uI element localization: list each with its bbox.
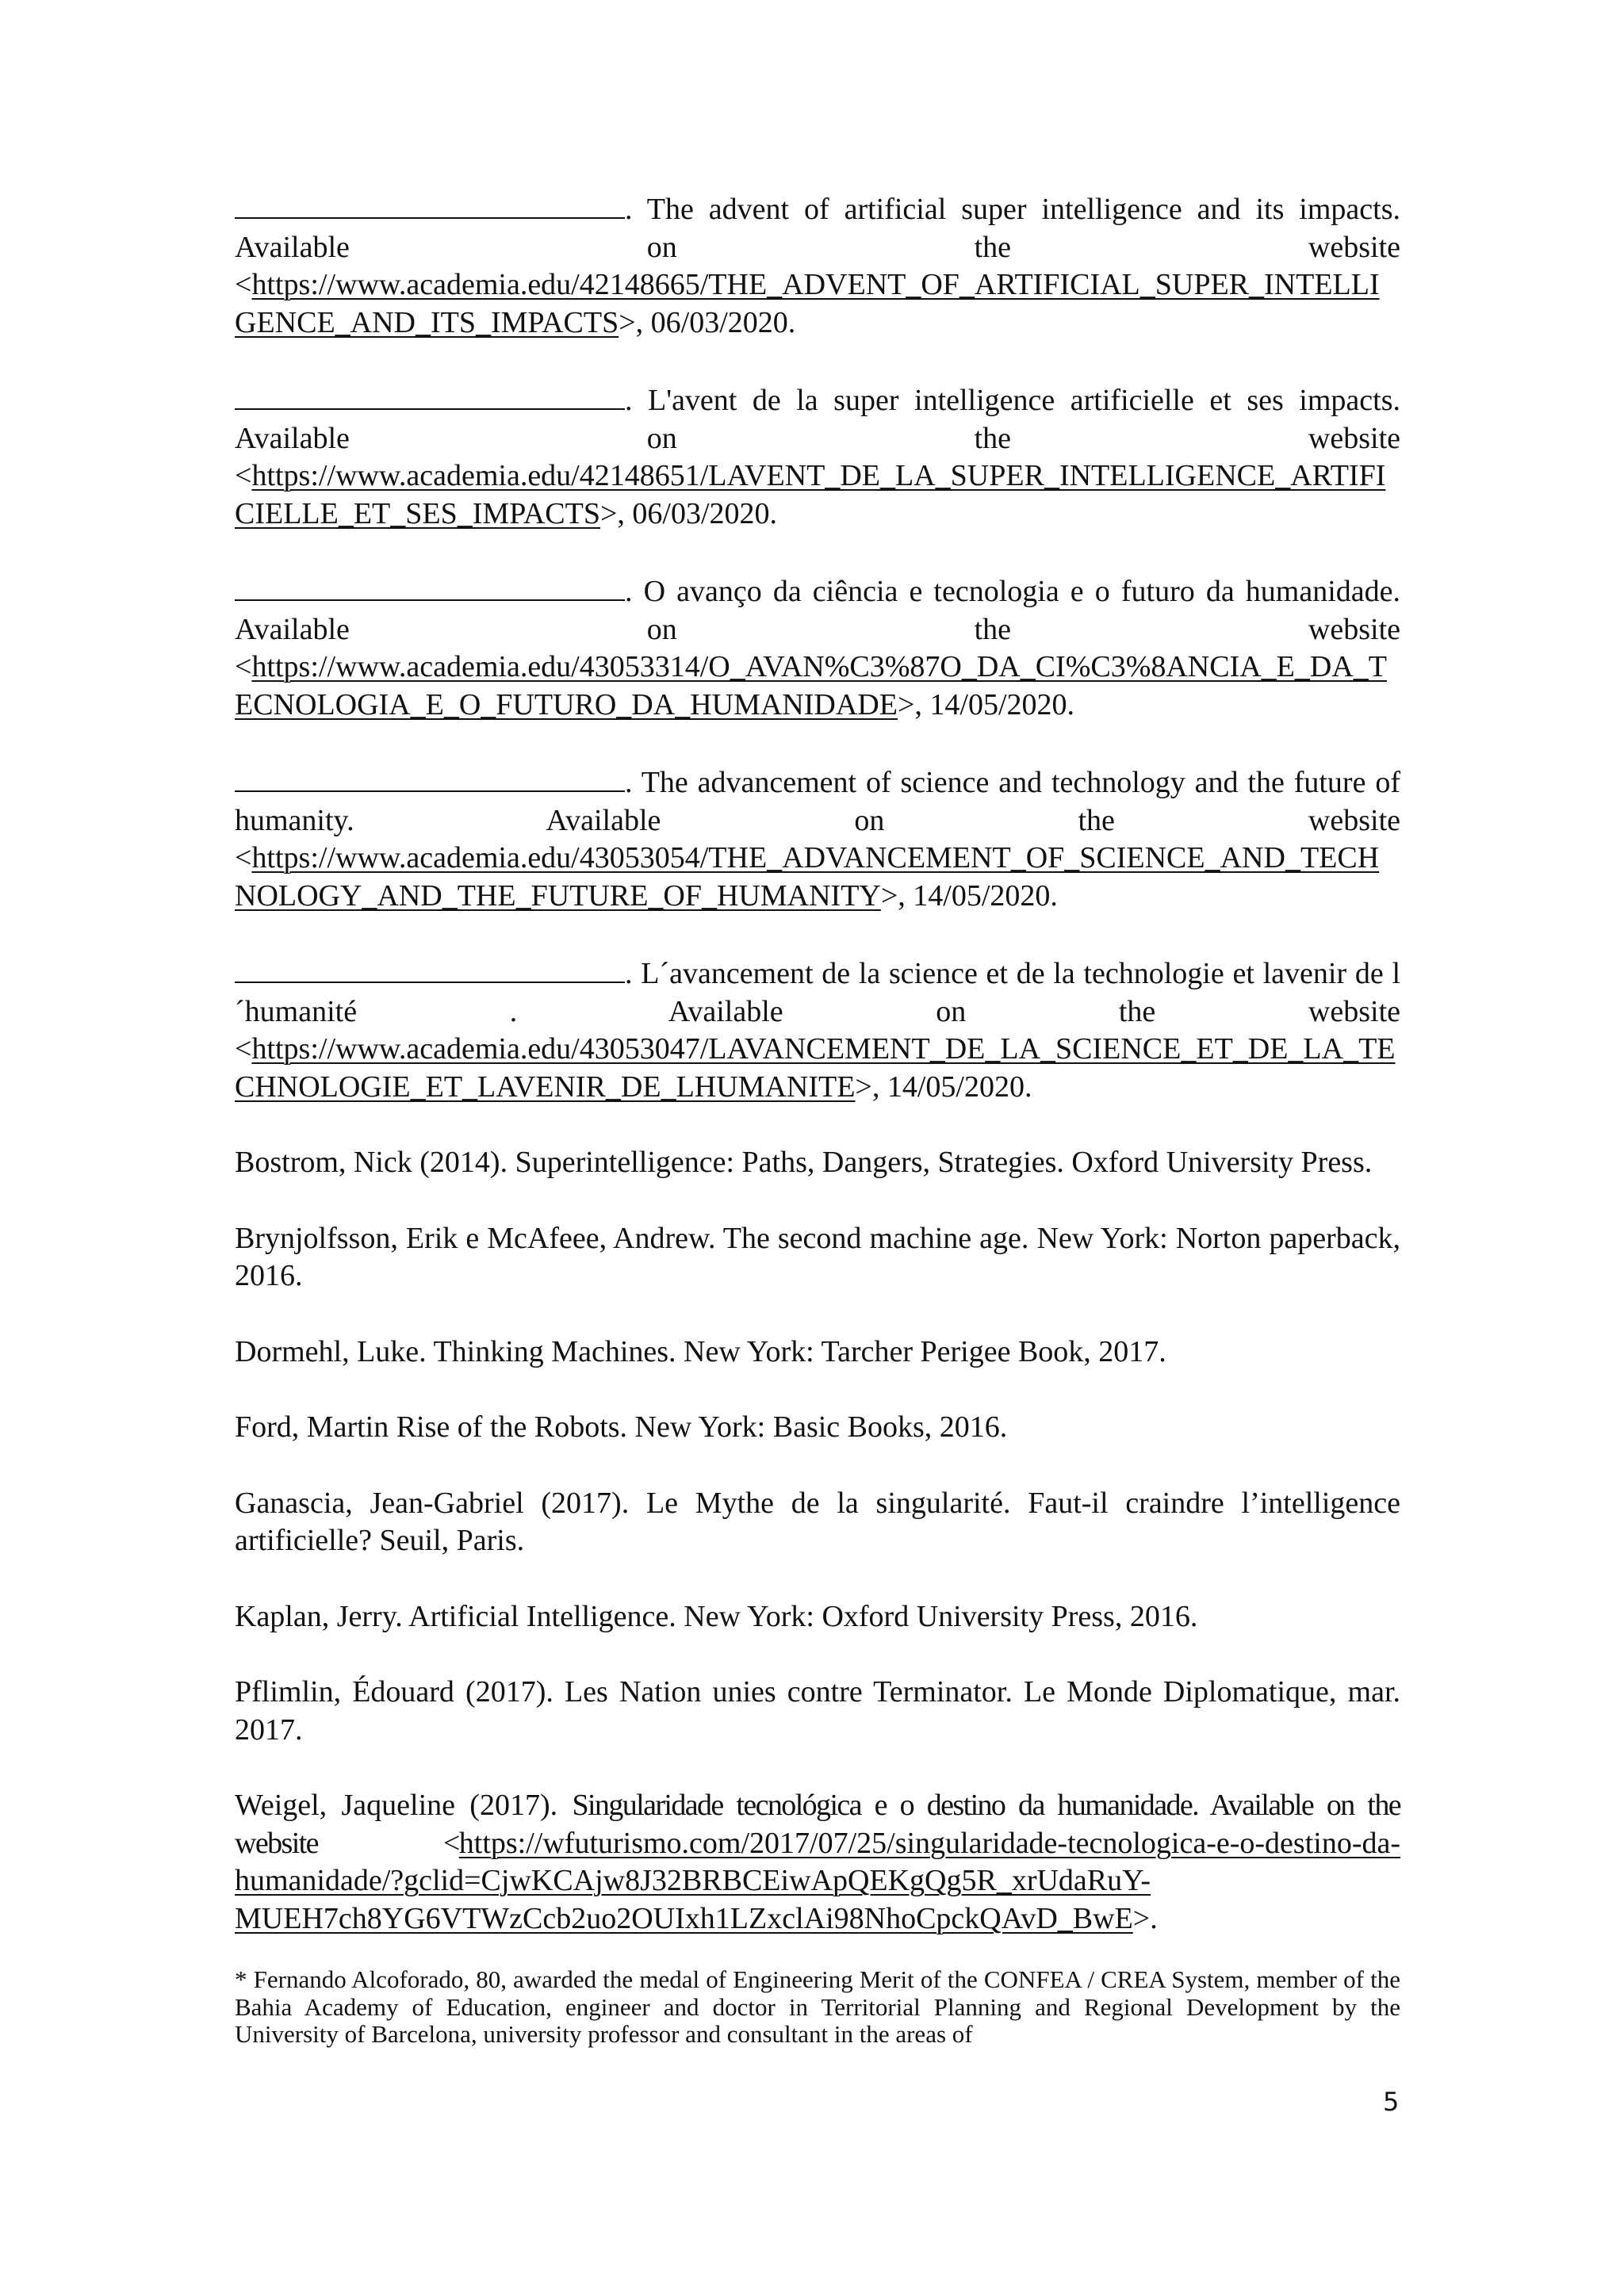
reference-link[interactable]: https://www.academia.edu/43053314/O_AVAN%C3%87O_DA_CI%C3%8ANCIA_E_DA_TECNOLOGIA_E_O_FUTURO_DA_HUMANIDADE (235, 650, 1387, 721)
reference-avanco-ciencia: . O avanço da ciência e tecnologia e o futuro da humanidade. Available on the website <https://www.academia.edu/43053314/O_AVAN%C3%87O_DA_CI%C3%8ANCIA_E_DA_TECNOLOGIA_E_O_FUTURO_DA_HUMANIDADE>, 14/05/2020. (235, 571, 1400, 724)
document-page (235, 189, 1400, 2073)
author-footnote: * Fernando Alcoforado, 80, awarded the medal of Engineering Merit of the CONFEA / CREA System, member of the Bahia Academy of Education, engineer and doctor in Territorial Planning and Regional Development by the University of Barcelona, university professor and consultant in the areas of (235, 1965, 1400, 2048)
reference-weigel: Weigel, Jaqueline (2017). Singularidade tecnológica e o destino da humanidade. Available on the website <https://wfuturismo.com/2017/07/25/singularidade-tecnologica-e-o-destino-da-humanidade/?gclid=CjwKCAjw8J32BRBCEiwApQEKgQg5R_xrUdaRuY-MUEH7ch8YG6VTWzCcb2uo2OUIxh1LZxclAi98NhoCpckQAvD_BwE>. (235, 1789, 1400, 1935)
author-blank-line (235, 189, 625, 219)
reference-kaplan: Kaplan, Jerry. Artificial Intelligence. New York: Oxford University Press, 2016. (235, 1599, 1198, 1633)
reference-avancement-science: . L´avancement de la science et de la technologie et lavenir de l´humanité . Available on the website <https://www.academia.edu/43053047/LAVANCEMENT_DE_LA_SCIENCE_ET_DE_LA_TECHNOLOGIE_ET_LAVENIR_DE_LHUMANITE>, 14/05/2020. (235, 953, 1400, 1106)
reference-ganascia: Ganascia, Jean-Gabriel (2017). Le Mythe de la singularité. Faut-il craindre l’intelligence artificielle? Seuil, Paris. (235, 1486, 1400, 1557)
reference-link[interactable]: https://www.academia.edu/43053054/THE_ADVANCEMENT_OF_SCIENCE_AND_TECHNOLOGY_AND_THE_FUTURE_OF_HUMANITY (235, 841, 1380, 913)
reference-link[interactable]: https://www.academia.edu/43053047/LAVANCEMENT_DE_LA_SCIENCE_ET_DE_LA_TECHNOLOGIE_ET_LAVENIR_DE_LHUMANITE (235, 1032, 1396, 1104)
reference-bostrom: Bostrom, Nick (2014). Superintelligence: Paths, Dangers, Strategies. Oxford University Press. (235, 1146, 1373, 1179)
author-blank-line (235, 762, 625, 792)
author-blank-line (235, 380, 625, 410)
reference-ford: Ford, Martin Rise of the Robots. New York: Basic Books, 2016. (235, 1410, 1008, 1444)
author-blank-line (235, 571, 625, 601)
reference-advent-ai: . The advent of artificial super intelligence and its impacts. Available on the website <https://www.academia.edu/42148665/THE_ADVENT_OF_ARTIFICIAL_SUPER_INTELLIGENCE_AND_ITS_IMPACTS>, 06/03/2020. (235, 189, 1400, 342)
reference-pflimlin: Pflimlin, Édouard (2017). Les Nation unies contre Terminator. Le Monde Diplomatique, mar. 2017. (235, 1675, 1400, 1747)
author-blank-line (235, 953, 625, 983)
reference-advancement-science: . The advancement of science and technology and the future of humanity. Available on the website <https://www.academia.edu/43053054/THE_ADVANCEMENT_OF_SCIENCE_AND_TECHNOLOGY_AND_THE_FUTURE_OF_HUMANITY>, 14/05/2020. (235, 762, 1400, 915)
reference-link[interactable]: https://www.academia.edu/42148651/LAVENT_DE_LA_SUPER_INTELLIGENCE_ARTIFICIELLE_ET_SES_IMPACTS (235, 459, 1386, 530)
reference-link[interactable]: https://www.academia.edu/42148665/THE_ADVENT_OF_ARTIFICIAL_SUPER_INTELLIGENCE_AND_ITS_IMPACTS (235, 268, 1380, 339)
reference-lavent-ai: . L'avent de la super intelligence artificielle et ses impacts. Available on the website <https://www.academia.edu/42148651/LAVENT_DE_LA_SUPER_INTELLIGENCE_ARTIFICIELLE_ET_SES_IMPACTS>, 06/03/2020. (235, 380, 1400, 533)
page-number: 5 (1383, 2087, 1400, 2117)
reference-brynjolfsson: Brynjolfsson, Erik e McAfeee, Andrew. The second machine age. New York: Norton paperback, 2016. (235, 1221, 1400, 1292)
reference-dormehl: Dormehl, Luke. Thinking Machines. New York: Tarcher Perigee Book, 2017. (235, 1334, 1166, 1368)
reference-link[interactable]: https://wfuturismo.com/2017/07/25/singularidade-tecnologica-e-o-destino-da-humanidade/?gclid=CjwKCAjw8J32BRBCEiwApQEKgQg5R_xrUdaRuY-MUEH7ch8YG6VTWzCcb2uo2OUIxh1LZxclAi98NhoCpckQAvD_BwE (235, 1826, 1400, 1935)
